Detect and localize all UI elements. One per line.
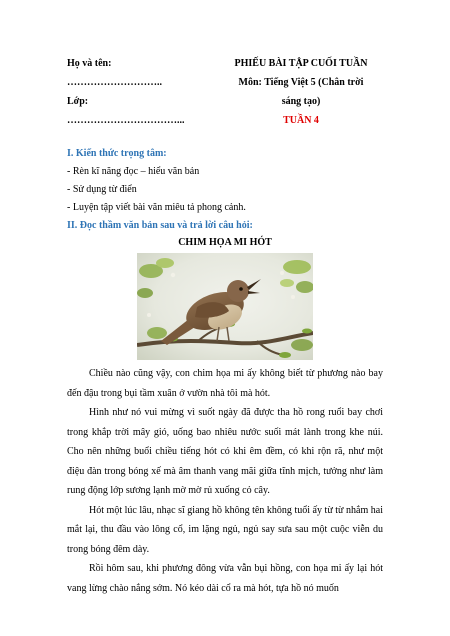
focus-item: - Sử dụng từ điển [67,184,137,195]
name-label: Họ và tên: [67,58,112,69]
subject-line-1: Môn: Tiếng Việt 5 (Chân trời [238,77,364,88]
passage-paragraph: Chiều nào cũng vậy, con chim họa mi ấy không biết từ phương nào bay đến đậu trong bụi tầm xuân ở vườn nhà tôi mà hót. [67,368,383,399]
class-label: Lớp: [67,96,89,107]
week-label: TUẦN 4 [283,115,319,126]
passage-paragraph: Rồi hôm sau, khi phương đông vừa vẫn bụi hồng, con họa mi ấy lại hót vang lừng chào nắng sớm. Nó kéo dài cổ ra mà hót, tựa hồ nó muốn [67,563,383,594]
passage-body [67,364,383,598]
name-dots: ……………………….. [67,77,162,88]
worksheet-title: PHIẾU BÀI TẬP CUỐI TUẦN [234,58,368,69]
focus-item: - Rèn kĩ năng đọc – hiểu văn bản [67,166,200,177]
passage-title: CHIM HỌA MI HÓT [178,237,272,248]
focus-item: - Luyện tập viết bài văn miêu tả phong cảnh. [67,202,246,213]
class-dots: ……………………………... [67,115,185,126]
passage-paragraph: Hót một lúc lâu, nhạc sĩ giang hồ không tên không tuổi ấy từ từ nhắm hai mắt lại, thu đầu vào lông cổ, im lặng ngủ, ngủ say sưa sau một cuộc viễn du trong bóng đêm dày. [67,504,383,555]
nightingale-photo [137,253,313,360]
passage-paragraph: Hình như nó vui mừng vì suốt ngày đã được tha hồ rong ruổi bay chơi trong khắp trời mây gió, uống bao nhiêu nước suối mát lành trong khe núi. Cho nên những buổi chiều tiếng hót có khi êm đềm, có khi rộn rã, như một điệu đàn trong bóng xế mà âm thanh vang mãi giữa tĩnh mịch, tưởng như làm rung động lớp sương lạnh mờ mờ rủ xuống cỏ cây. [67,407,383,496]
subject-line-2: sáng tạo) [281,96,321,107]
section-2-heading: II. Đọc thầm văn bản sau và trả lời câu hỏi: [67,220,253,231]
section-1-heading: I. Kiến thức trọng tâm: [67,148,167,159]
